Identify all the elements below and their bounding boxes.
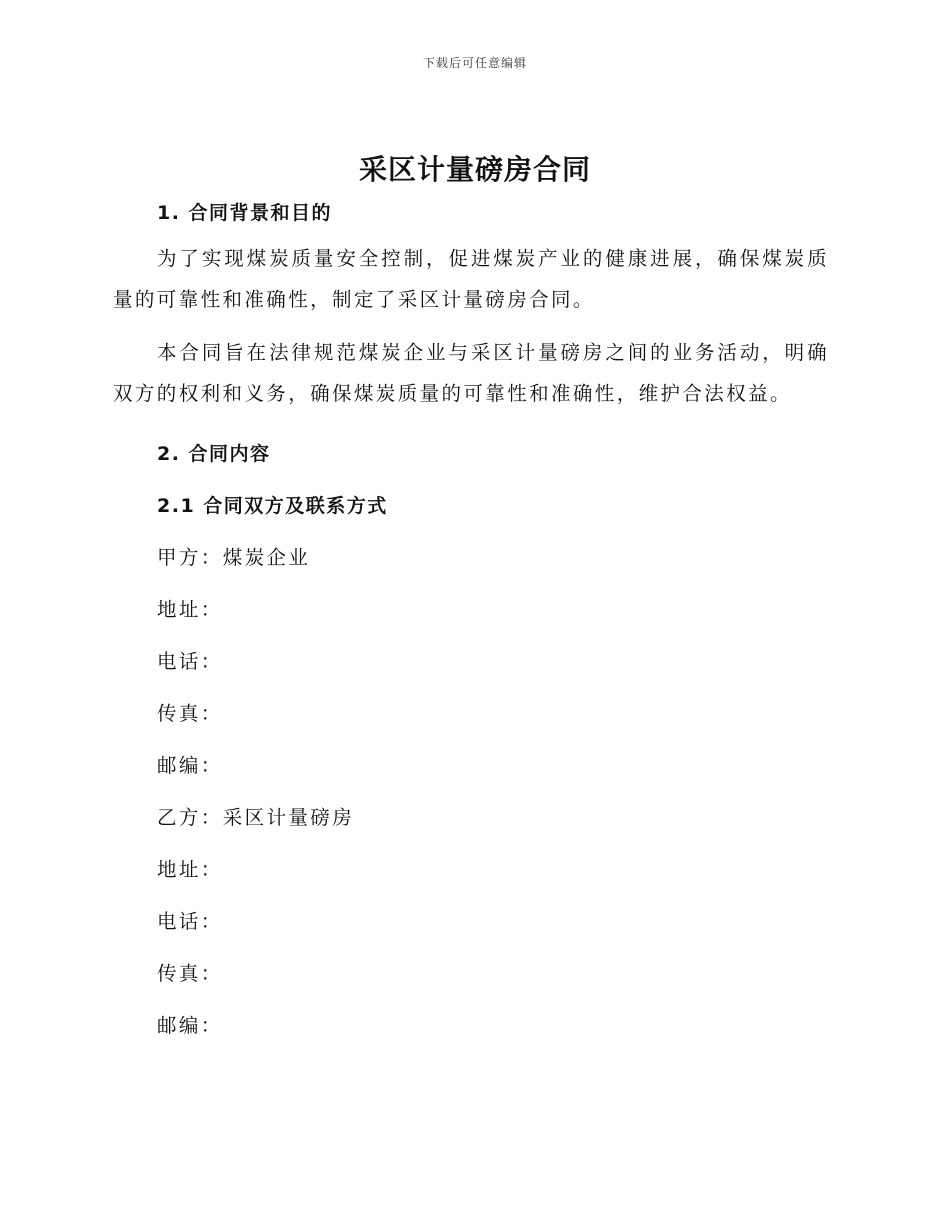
section-2-1-heading: 2.1 合同双方及联系方式 [157,495,388,517]
party-a-fax: 传真： [157,702,223,725]
party-b-address: 地址： [157,858,223,881]
party-b-fax: 传真： [157,962,223,985]
party-b-phone: 电话： [157,910,223,933]
party-a-address: 地址： [157,598,223,621]
party-a-name: 甲方：煤炭企业 [157,546,311,569]
section-1-paragraph-1: 为了实现煤炭质量安全控制，促进煤炭产业的健康进展，确保煤炭质量的可靠性和准确性，制定了采区计量磅房合同。 [113,247,829,311]
party-a-postcode: 邮编： [157,754,223,777]
header-note: 下载后可任意编辑 [422,56,527,70]
party-b-name: 乙方：采区计量磅房 [157,806,355,829]
document-body [113,196,829,1052]
party-a-phone: 电话： [157,650,223,673]
section-2-heading: 2. 合同内容 [157,443,271,465]
party-b-postcode: 邮编： [157,1014,223,1037]
section-1-paragraph-2: 本合同旨在法律规范煤炭企业与采区计量磅房之间的业务活动，明确双方的权利和义务，确保煤炭质量的可靠性和准确性，维护合法权益。 [113,341,829,405]
document-title: 采区计量磅房合同 [358,153,591,186]
section-1-heading: 1. 合同背景和目的 [157,202,333,224]
